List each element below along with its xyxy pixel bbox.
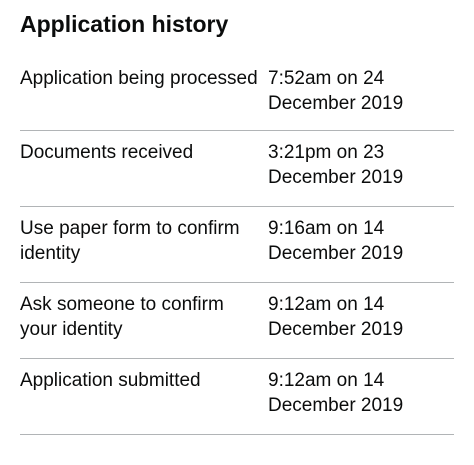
event-timestamp: 7:52am on 24 December 2019 <box>268 68 404 114</box>
table-row <box>20 57 454 131</box>
event-timestamp: 9:16am on 14 December 2019 <box>268 218 404 264</box>
table-row <box>20 359 454 435</box>
table-row <box>20 207 454 283</box>
event-timestamp: 3:21pm on 23 December 2019 <box>268 142 404 188</box>
table-row <box>20 283 454 359</box>
event-description: Use paper form to confirm identity <box>20 218 240 264</box>
page-title: Application history <box>20 11 229 37</box>
event-timestamp: 9:12am on 14 December 2019 <box>268 294 404 340</box>
event-description: Ask someone to confirm your identity <box>20 294 224 340</box>
history-table <box>20 57 454 435</box>
event-description: Documents received <box>20 142 194 163</box>
event-timestamp: 9:12am on 14 December 2019 <box>268 370 404 416</box>
event-description: Application submitted <box>20 370 201 391</box>
table-row <box>20 131 454 207</box>
event-description: Application being processed <box>20 68 258 89</box>
